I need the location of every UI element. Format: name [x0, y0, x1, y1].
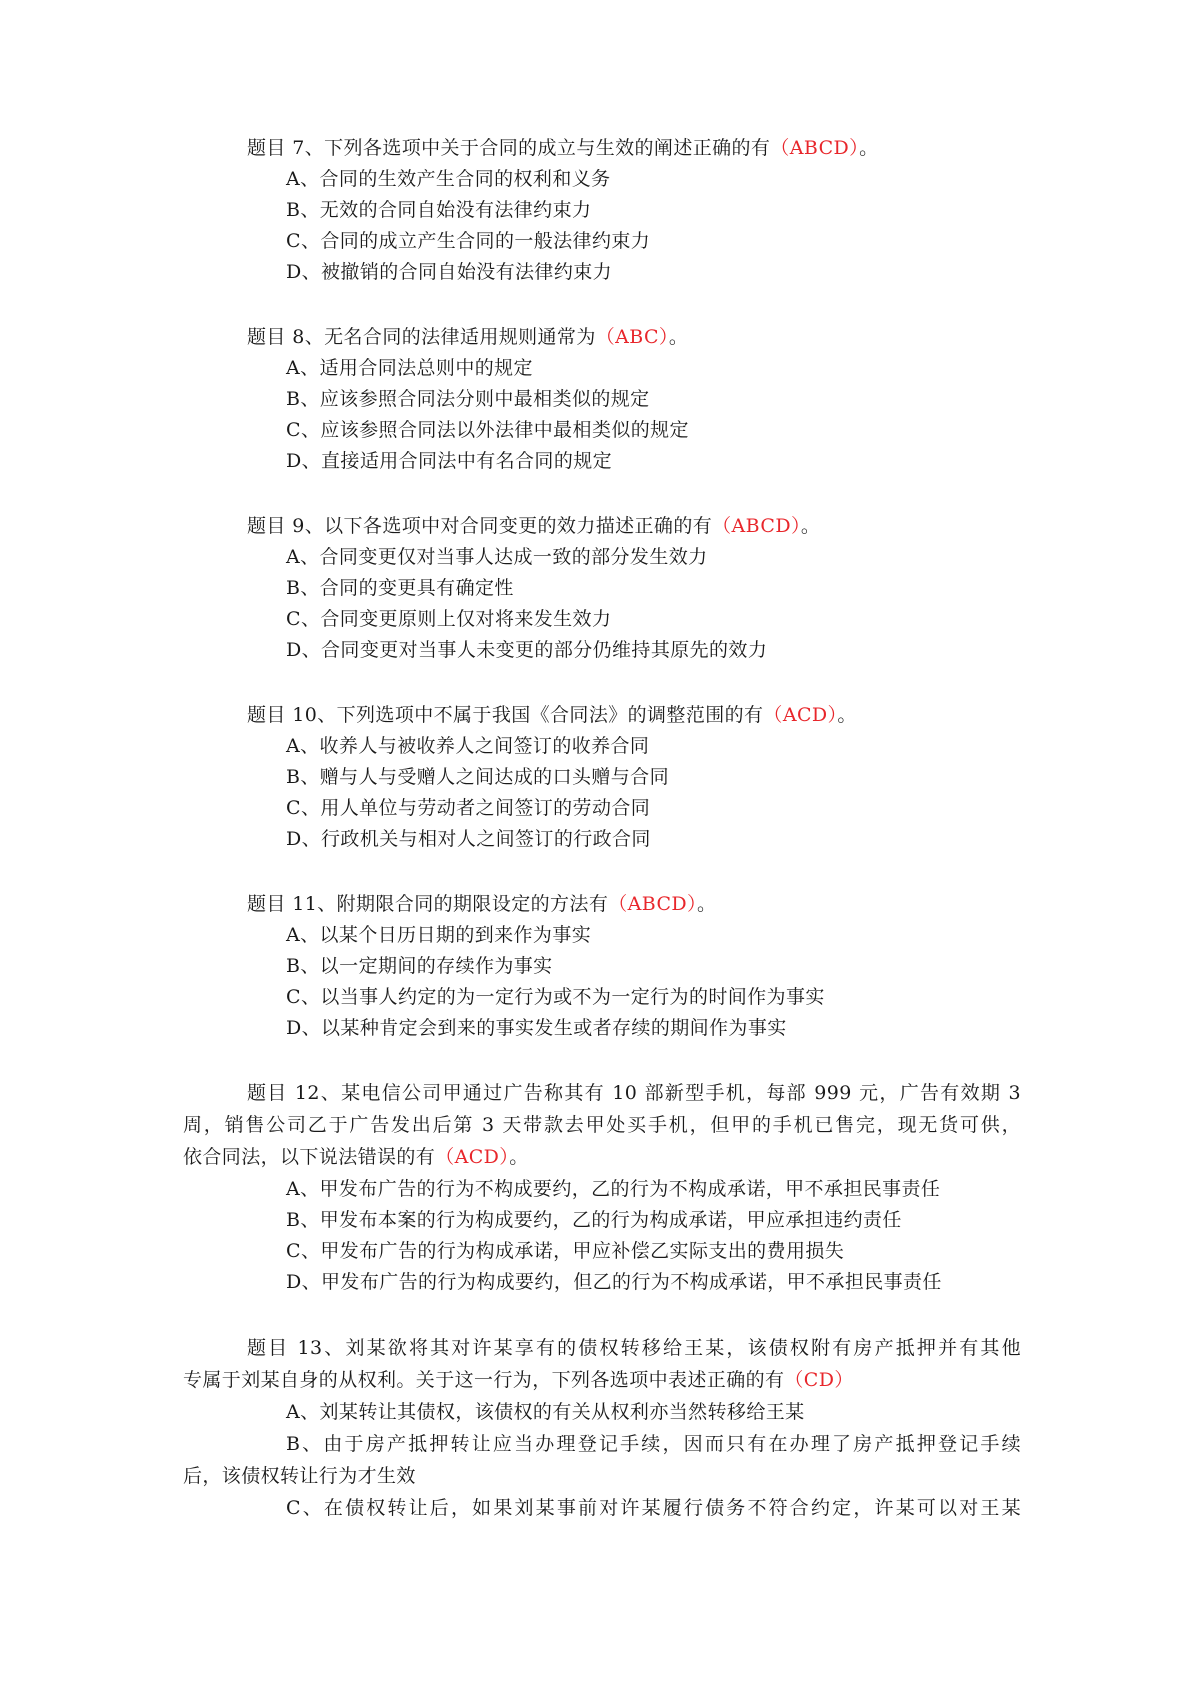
option-c: C、用人单位与劳动者之间签订的劳动合同 — [286, 797, 651, 819]
answer-key: （ABCD） — [770, 137, 860, 159]
option-c: C、合同的成立产生合同的一般法律约束力 — [286, 230, 651, 252]
punctuation: 。 — [859, 137, 879, 159]
punctuation: 。 — [837, 704, 857, 726]
question-12-stem-line-2 — [183, 1110, 1021, 1140]
option-d: D、合同变更对当事人未变更的部分仍维持其原先的效力 — [286, 639, 768, 661]
question-text: 题目 8、无名合同的法律适用规则通常为 — [247, 326, 596, 348]
question-text: 题目 9、以下各选项中对合同变更的效力描述正确的有 — [247, 515, 713, 537]
option-b: B、赠与人与受赠人之间达成的口头赠与合同 — [286, 766, 669, 788]
option-c: C、以当事人约定的为一定行为或不为一定行为的时间作为事实 — [286, 986, 825, 1008]
question-text: 专属于刘某自身的从权利。关于这一行为，下列各选项中表述正确的有 — [183, 1369, 785, 1391]
question-9-stem — [247, 511, 820, 541]
option-b: B、应该参照合同法分则中最相类似的规定 — [286, 388, 650, 410]
option-b: B、无效的合同自始没有法律约束力 — [286, 199, 592, 221]
option-a: A、收养人与被收养人之间签订的收养合同 — [286, 735, 650, 757]
option-b-line-2: 后，该债权转让行为才生效 — [183, 1465, 416, 1487]
punctuation: 。 — [696, 893, 717, 915]
question-10-stem — [247, 700, 857, 730]
answer-key: （ABC） — [595, 326, 669, 348]
option-a: A、甲发布广告的行为不构成要约，乙的行为不构成承诺，甲不承担民事责任 — [286, 1178, 941, 1200]
question-11-stem — [247, 889, 716, 919]
option-d: D、甲发布广告的行为构成要约，但乙的行为不构成承诺，甲不承担民事责任 — [286, 1271, 942, 1293]
option-a: A、适用合同法总则中的规定 — [286, 357, 533, 379]
option-a: A、合同变更仅对当事人达成一致的部分发生效力 — [286, 546, 708, 568]
question-text: 题目 10、下列选项中不属于我国《合同法》的调整范围的有 — [247, 704, 764, 726]
option-c: C、甲发布广告的行为构成承诺，甲应补偿乙实际支出的费用损失 — [286, 1240, 845, 1262]
option-text: C、在债权转让后，如果刘某事前对许某履行债务不符合约定，许某可以对王某 — [286, 1497, 1021, 1519]
option-d: D、直接适用合同法中有名合同的规定 — [286, 450, 613, 472]
question-7-stem — [247, 133, 878, 163]
question-text: 依合同法，以下说法错误的有 — [183, 1146, 436, 1168]
option-b-line-1 — [286, 1429, 1021, 1459]
question-13-stem-line-2 — [183, 1365, 854, 1395]
question-text: 题目 12、某电信公司甲通过广告称其有 10 部新型手机，每部 999 元，广告有效期 3 — [247, 1082, 1021, 1104]
option-b: B、合同的变更具有确定性 — [286, 577, 514, 599]
punctuation: 。 — [800, 515, 821, 537]
answer-key: （ABCD） — [608, 893, 697, 915]
question-text: 题目 7、下列各选项中关于合同的成立与生效的阐述正确的有 — [247, 137, 771, 159]
option-c: C、合同变更原则上仅对将来发生效力 — [286, 608, 612, 630]
question-text: 周，销售公司乙于广告发出后第 3 天带款去甲处买手机，但甲的手机已售完，现无货可供， — [183, 1114, 1021, 1136]
option-a: A、合同的生效产生合同的权利和义务 — [286, 168, 611, 190]
punctuation: 。 — [668, 326, 689, 348]
option-a: A、刘某转让其债权，该债权的有关从权利亦当然转移给王某 — [286, 1401, 805, 1423]
option-d: D、以某种肯定会到来的事实发生或者存续的期间作为事实 — [286, 1017, 787, 1039]
option-b: B、甲发布本案的行为构成要约，乙的行为构成承诺，甲应承担违约责任 — [286, 1209, 902, 1231]
punctuation: 。 — [509, 1146, 529, 1168]
answer-key: （ABCD） — [712, 515, 801, 537]
answer-key: （ACD） — [763, 704, 838, 726]
question-12-stem-line-1 — [247, 1078, 1021, 1108]
question-text: 题目 11、附期限合同的期限设定的方法有 — [247, 893, 609, 915]
option-d: D、被撤销的合同自始没有法律约束力 — [286, 261, 613, 283]
option-c: C、应该参照合同法以外法律中最相类似的规定 — [286, 419, 689, 441]
option-c-line-1 — [286, 1493, 1021, 1523]
question-8-stem — [247, 322, 688, 352]
option-b: B、以一定期间的存续作为事实 — [286, 955, 553, 977]
answer-key: （ACD） — [435, 1146, 510, 1168]
question-12-stem-line-3 — [183, 1142, 529, 1172]
option-d: D、行政机关与相对人之间签订的行政合同 — [286, 828, 651, 850]
question-13-stem-line-1 — [247, 1333, 1021, 1363]
option-a: A、以某个日历日期的到来作为事实 — [286, 924, 592, 946]
answer-key: （CD） — [784, 1369, 854, 1391]
option-text: B、由于房产抵押转让应当办理登记手续，因而只有在办理了房产抵押登记手续 — [286, 1433, 1021, 1455]
question-text: 题目 13、刘某欲将其对许某享有的债权转移给王某，该债权附有房产抵押并有其他 — [247, 1337, 1021, 1359]
